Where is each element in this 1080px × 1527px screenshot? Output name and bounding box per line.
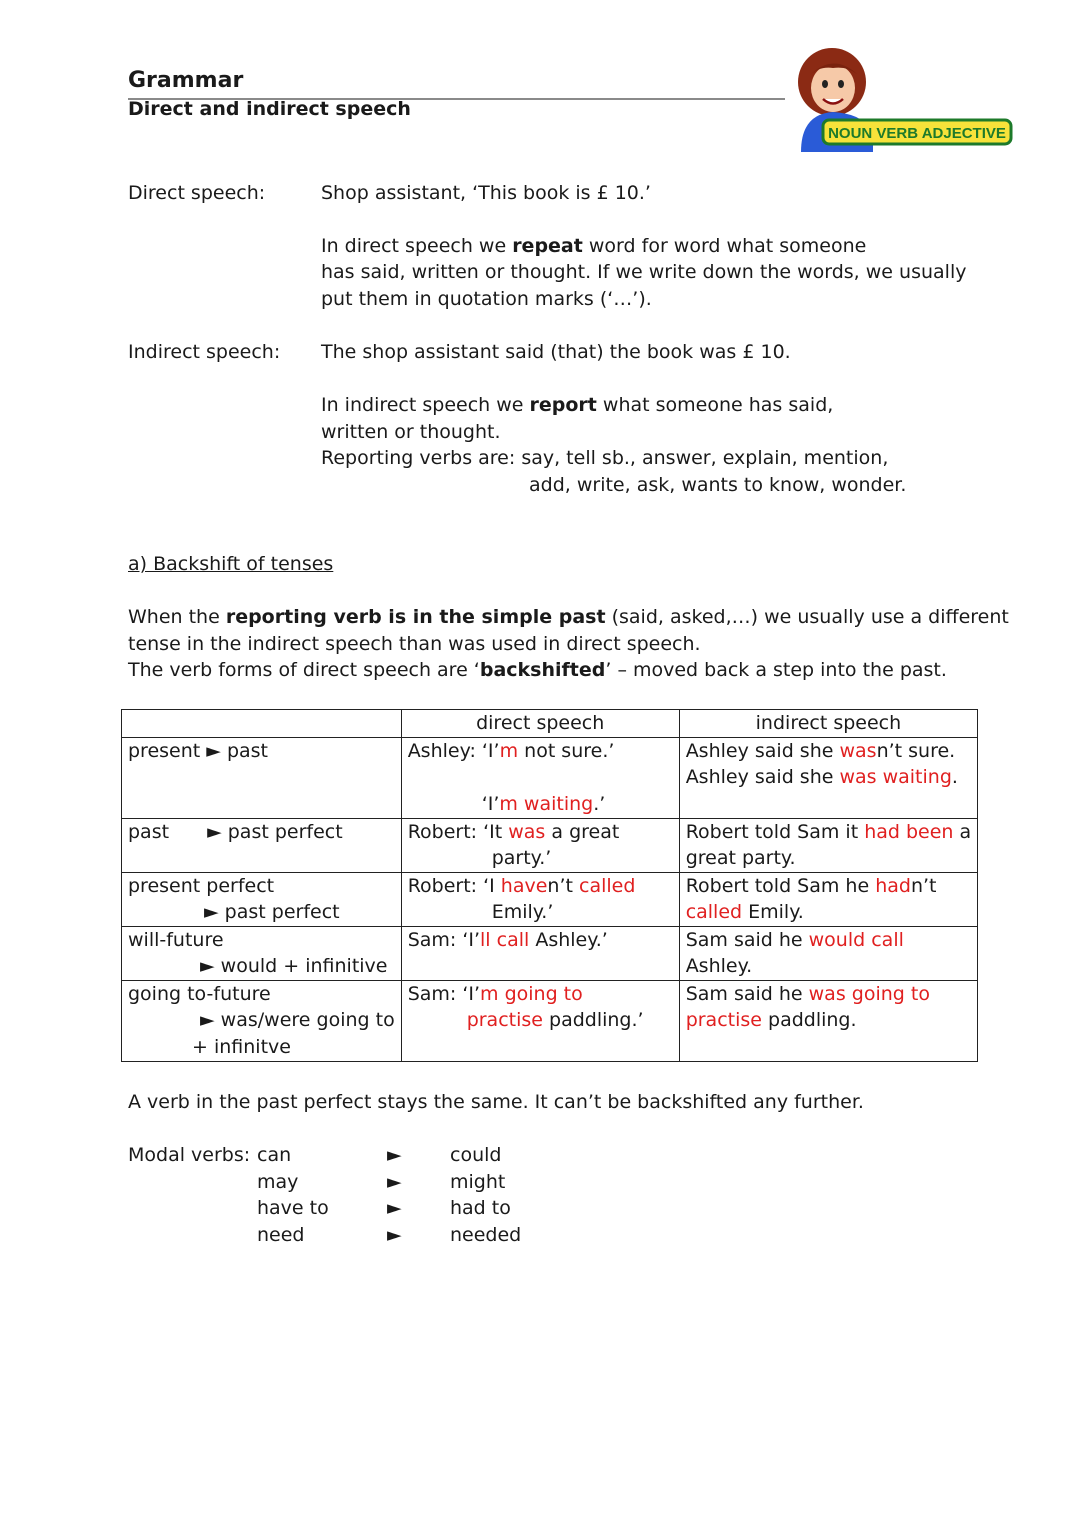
- indirect-speech-label: Indirect speech:: [128, 341, 281, 363]
- logo-banner-text: NOUN VERB ADJECTIVE: [828, 125, 1006, 142]
- reporting-verbs-line2: add, write, ask, wants to know, wonder.: [529, 474, 907, 496]
- indirect-speech-cell: Sam said he would call Ashley.: [679, 926, 977, 980]
- arrow-right-icon: ►: [207, 820, 222, 843]
- table-row: [122, 872, 978, 926]
- table-row: [122, 926, 978, 980]
- backshift-explanation-line3: The verb forms of direct speech are ‘backshifted’ – moved back a step into the past.: [128, 659, 947, 681]
- tense-cell: present ► past: [122, 737, 402, 818]
- table-row: [122, 980, 978, 1061]
- backshift-explanation-line2: tense in the indirect speech than was used in direct speech.: [128, 633, 701, 655]
- indirect-speech-explanation-line1: In indirect speech we report what someone has said,: [321, 394, 834, 416]
- indirect-speech-explanation-line2: written or thought.: [321, 421, 501, 443]
- page-title: Grammar: [128, 68, 244, 93]
- indirect-speech-cell: Robert told Sam it had been a great party.: [679, 818, 977, 872]
- backshift-explanation-line1: When the reporting verb is in the simple past (said, asked,…) we usually use a different: [128, 606, 1009, 628]
- tense-cell: present perfect ► past perfect: [122, 872, 402, 926]
- modal-from: can: [257, 1144, 292, 1166]
- indirect-speech-cell: Ashley said she wasn’t sure. Ashley said she was waiting.: [679, 737, 977, 818]
- direct-speech-explanation-line1: In direct speech we repeat word for word what someone: [321, 235, 867, 257]
- arrow-right-icon: ►: [200, 955, 215, 977]
- reporting-verbs-line1: Reporting verbs are: say, tell sb., answer, explain, mention,: [321, 447, 889, 469]
- arrow-right-icon: ►: [387, 1144, 402, 1166]
- arrow-right-icon: ►: [200, 1009, 215, 1031]
- direct-speech-label: Direct speech:: [128, 182, 266, 204]
- modal-verbs-label: Modal verbs:: [128, 1144, 251, 1166]
- direct-speech-cell: Sam: ‘I’m going to practise paddling.’: [401, 980, 679, 1061]
- arrow-right-icon: ►: [387, 1171, 402, 1193]
- direct-speech-cell: Robert: ‘It was a great party.’: [401, 818, 679, 872]
- modal-from: may: [257, 1171, 299, 1193]
- tense-cell: will-future ► would + infinitive: [122, 926, 402, 980]
- direct-speech-cell: Robert: ‘I haven’t called Emily.’: [401, 872, 679, 926]
- page-subtitle: Direct and indirect speech: [128, 98, 411, 120]
- direct-speech-example: Shop assistant, ‘This book is £ 10.’: [321, 182, 651, 204]
- past-perfect-note: A verb in the past perfect stays the same. It can’t be backshifted any further.: [128, 1091, 864, 1113]
- direct-speech-explanation-line2: has said, written or thought. If we write down the words, we usually: [321, 261, 967, 283]
- modal-to: could: [450, 1144, 502, 1166]
- girl-with-parts-of-speech-banner-icon: [787, 44, 1013, 152]
- modal-to: might: [450, 1171, 506, 1193]
- direct-speech-cell: Sam: ‘I’ll call Ashley.’: [401, 926, 679, 980]
- table-header-cell-empty: [122, 710, 402, 738]
- arrow-right-icon: ►: [387, 1224, 402, 1246]
- arrow-right-icon: ►: [387, 1197, 402, 1219]
- table-header-indirect: indirect speech: [679, 710, 977, 738]
- modal-to: had to: [450, 1197, 511, 1219]
- arrow-right-icon: ►: [204, 901, 219, 923]
- backshift-table: [121, 709, 978, 1062]
- table-row: [122, 737, 978, 818]
- direct-speech-cell: Ashley: ‘I’m not sure.’ ‘I’m waiting.’: [401, 737, 679, 818]
- indirect-speech-cell: Sam said he was going to practise paddling.: [679, 980, 977, 1061]
- table-header-row: [122, 710, 978, 738]
- indirect-speech-example: The shop assistant said (that) the book was £ 10.: [321, 341, 791, 363]
- tense-cell: going to-future ► was/were going to + infinitve: [122, 980, 402, 1061]
- tense-cell: past ► past perfect: [122, 818, 402, 872]
- arrow-right-icon: ►: [206, 739, 221, 762]
- direct-speech-explanation-line3: put them in quotation marks (‘…’).: [321, 288, 652, 310]
- modal-to: needed: [450, 1224, 522, 1246]
- modal-from: need: [257, 1224, 305, 1246]
- table-row: [122, 818, 978, 872]
- modal-from: have to: [257, 1197, 329, 1219]
- table-header-direct: direct speech: [401, 710, 679, 738]
- section-heading-backshift: a) Backshift of tenses: [128, 553, 334, 575]
- indirect-speech-cell: Robert told Sam he hadn’t called Emily.: [679, 872, 977, 926]
